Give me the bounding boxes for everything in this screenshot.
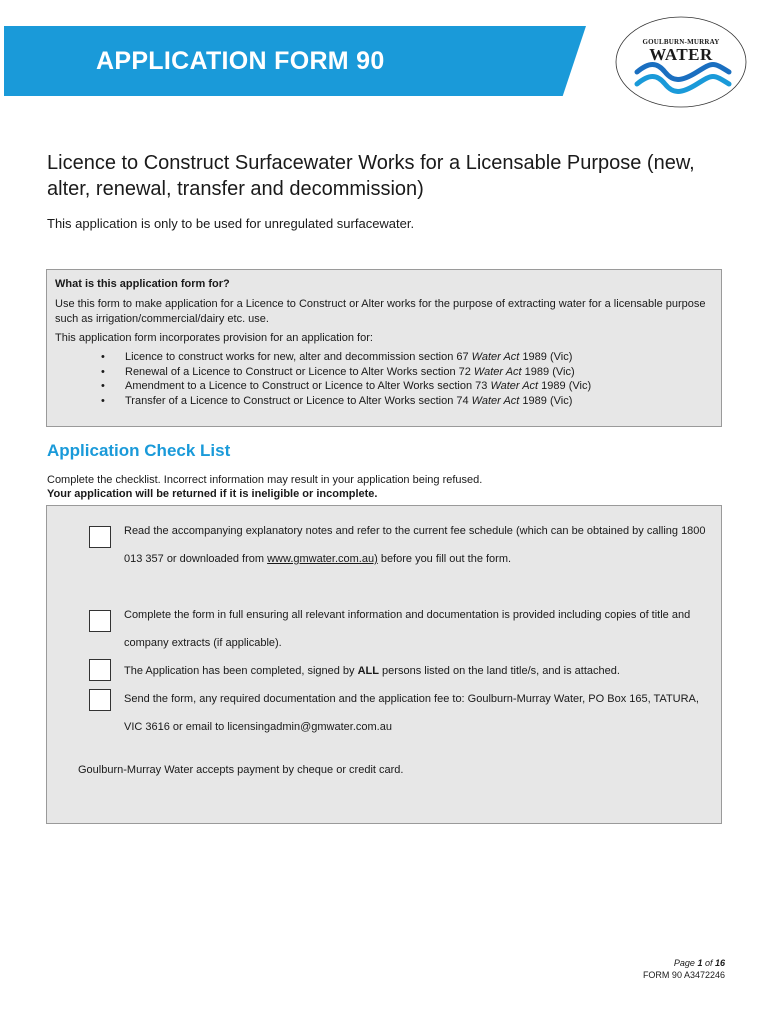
act-name: Water Act: [471, 394, 520, 407]
bullet-icon: •: [101, 380, 105, 393]
checklist-box: [46, 505, 722, 824]
logo-text-main: WATER: [649, 45, 713, 64]
checklist-item-3: [124, 657, 714, 685]
list-item-text: Transfer of a Licence to Construct or Licence to Alter Works section 74: [125, 394, 472, 407]
bullet-icon: •: [101, 365, 105, 378]
payment-note: Goulburn-Murray Water accepts payment by cheque or credit card.: [78, 764, 404, 776]
act-year: 1989 (Vic): [519, 394, 573, 407]
checkbox-fee-schedule[interactable]: [89, 526, 111, 548]
info-box: [46, 269, 722, 427]
act-year: 1989 (Vic): [519, 351, 573, 363]
list-item-text: Amendment to a Licence to Construct or Licence to Alter Works section 73: [125, 380, 491, 393]
list-item: [55, 394, 713, 409]
info-question: What is this application form for?: [55, 278, 230, 290]
bullet-icon: •: [101, 394, 105, 407]
intro-text: This application is only to be used for unregulated surfacewater.: [47, 216, 415, 231]
act-name: Water Act: [473, 365, 522, 378]
form-reference: FORM 90 A3472246: [642, 970, 725, 980]
document-title: Licence to Construct Surfacewater Works for a Licensable Purpose (new, alter, renewal, transfer and decommission): [47, 152, 695, 200]
item-text: before you fill out the form.: [377, 553, 512, 565]
form-title: APPLICATION FORM 90: [96, 47, 385, 75]
checkbox-signed[interactable]: [89, 659, 111, 681]
info-para-2: This application form incorporates provision for an application for:: [55, 332, 373, 344]
page-current: 1: [697, 958, 703, 968]
checklist-heading: Application Check List: [47, 441, 231, 460]
list-item-text: Licence to construct works for new, alter and decommission section 67: [125, 351, 472, 363]
list-item: [55, 379, 713, 394]
checklist-item-4: Send the form, any required documentation and the application fee to: Goulburn-Murray Water, PO Box 165, TATURA, VIC 3616 or email to licensingadmin@gmwater.com.au: [124, 693, 699, 733]
page-total: 16: [714, 958, 725, 968]
website-link[interactable]: www.gmwater.com.au): [267, 553, 378, 565]
emphasis-text: ALL: [357, 665, 379, 677]
checkbox-complete-form[interactable]: [89, 610, 111, 632]
checklist-item-1: [124, 517, 714, 573]
list-item-text: Renewal of a Licence to Construct or Licence to Alter Works section 72: [125, 365, 474, 378]
act-name: Water Act: [490, 380, 539, 393]
page-label: Page: [673, 958, 698, 968]
act-year: 1989 (Vic): [538, 380, 592, 393]
act-year: 1989 (Vic): [521, 365, 575, 378]
logo-text-small: GOULBURN-MURRAY: [642, 38, 720, 46]
page-number: [643, 957, 725, 969]
page-footer: [643, 957, 725, 981]
bullet-icon: •: [101, 351, 105, 363]
checklist-instructions: [47, 473, 482, 501]
checklist-item-2: Complete the form in full ensuring all relevant information and documentation is provided including copies of title and company extracts (if applicable).: [124, 609, 691, 649]
application-type-list: [55, 350, 713, 408]
list-item: [55, 350, 713, 365]
page-of: of: [702, 958, 715, 968]
list-item: [55, 365, 713, 380]
act-name: Water Act: [471, 351, 520, 363]
item-text: Read the accompanying explanatory notes and refer to the current fee schedule (which can be obtained by calling 1800 013 357 or downloaded from: [124, 525, 706, 565]
item-text: The Application has been completed, signed by: [124, 665, 358, 677]
warning-line: Your application will be returned if it is ineligible or incomplete.: [47, 488, 378, 500]
info-para-1: Use this form to make application for a Licence to Construct or Alter works for the purpose of extracting water for a licensable purpose such as irrigation/commercial/dairy etc. use.: [55, 298, 706, 325]
gmw-logo: [613, 14, 749, 110]
item-text: persons listed on the land title/s, and is attached.: [379, 665, 620, 677]
instruction-line: Complete the checklist. Incorrect information may result in your application being refused.: [47, 474, 483, 486]
checkbox-send-form[interactable]: [89, 689, 111, 711]
